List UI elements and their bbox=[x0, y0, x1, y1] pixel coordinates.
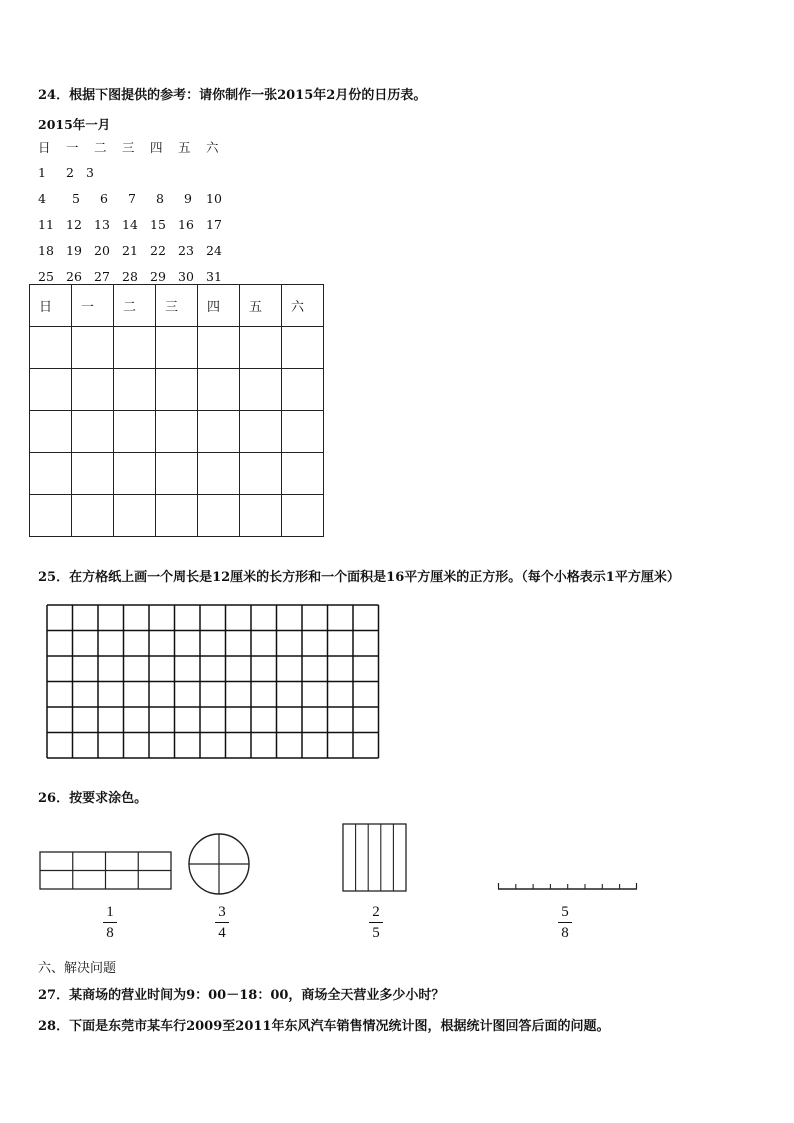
calendar-blank-row bbox=[30, 327, 324, 369]
fraction-denominator: 8 bbox=[561, 925, 569, 941]
calendar-day-cell[interactable] bbox=[30, 327, 72, 369]
q27-title: 27．某商场的营业时间为9：00－18：00，商场全天营业多少小时？ bbox=[38, 988, 445, 1003]
fraction-label bbox=[366, 904, 386, 941]
ref-date: 30 bbox=[178, 269, 194, 284]
ref-weekday: 四 bbox=[150, 140, 163, 155]
weekday-label: 二 bbox=[123, 300, 137, 315]
calendar-day-cell[interactable] bbox=[72, 495, 114, 537]
ref-date: 12 bbox=[66, 217, 82, 232]
ref-date: 9 bbox=[184, 191, 192, 206]
calendar-day-cell[interactable] bbox=[282, 411, 324, 453]
calendar-header-row bbox=[30, 285, 324, 327]
rectangle-fifths-figure bbox=[342, 823, 408, 893]
ref-date: 2 bbox=[66, 165, 74, 180]
ref-date: 8 bbox=[156, 191, 164, 206]
calendar-day-cell[interactable] bbox=[156, 453, 198, 495]
fraction-label bbox=[212, 904, 232, 941]
ref-weekday: 二 bbox=[94, 140, 107, 155]
ref-date: 21 bbox=[122, 243, 138, 258]
calendar-day-cell[interactable] bbox=[156, 495, 198, 537]
calendar-day-cell[interactable] bbox=[198, 369, 240, 411]
ref-weekday: 三 bbox=[122, 140, 135, 155]
calendar-day-cell[interactable] bbox=[240, 411, 282, 453]
calendar-day-cell[interactable] bbox=[72, 411, 114, 453]
square-grid-paper bbox=[46, 604, 384, 760]
fraction-numerator: 2 bbox=[372, 904, 380, 920]
q25-title: 25．在方格纸上画一个周长是12厘米的长方形和一个面积是16平方厘米的正方形。（每个小格表示1平方厘米） bbox=[38, 570, 680, 585]
fraction-numerator: 5 bbox=[561, 904, 569, 920]
calendar-day-cell[interactable] bbox=[282, 369, 324, 411]
ref-date: 28 bbox=[122, 269, 138, 284]
ref-weekday: 日 bbox=[38, 140, 51, 155]
ref-date: 16 bbox=[178, 217, 194, 232]
ref-date: 7 bbox=[128, 191, 136, 206]
ref-date: 20 bbox=[94, 243, 110, 258]
fraction-denominator: 4 bbox=[218, 925, 226, 941]
calendar-day-cell[interactable] bbox=[114, 369, 156, 411]
calendar-day-cell[interactable] bbox=[114, 495, 156, 537]
calendar-day-cell[interactable] bbox=[282, 495, 324, 537]
weekday-label: 一 bbox=[81, 300, 95, 315]
ref-date: 11 bbox=[38, 217, 54, 232]
fraction-bar bbox=[103, 922, 117, 923]
ref-date: 18 bbox=[38, 243, 54, 258]
fraction-label bbox=[100, 904, 120, 941]
ref-date: 23 bbox=[178, 243, 194, 258]
calendar-day-cell[interactable] bbox=[198, 453, 240, 495]
ref-date: 4 bbox=[38, 191, 46, 206]
calendar-day-cell[interactable] bbox=[114, 453, 156, 495]
calendar-header-cell bbox=[30, 285, 72, 327]
calendar-day-cell[interactable] bbox=[156, 369, 198, 411]
circle-quarters-figure bbox=[187, 832, 251, 896]
ref-weekday: 一 bbox=[66, 140, 79, 155]
fraction-denominator: 5 bbox=[372, 925, 380, 941]
ref-month-title: 2015年一月 bbox=[38, 117, 111, 132]
q26-title: 26．按要求涂色。 bbox=[38, 791, 148, 806]
fraction-bar bbox=[369, 922, 383, 923]
calendar-day-cell[interactable] bbox=[198, 327, 240, 369]
ref-weekday: 六 bbox=[206, 140, 219, 155]
calendar-day-cell[interactable] bbox=[30, 495, 72, 537]
calendar-day-cell[interactable] bbox=[30, 369, 72, 411]
calendar-header-cell bbox=[240, 285, 282, 327]
ref-date: 25 bbox=[38, 269, 54, 284]
ref-date: 10 bbox=[206, 191, 222, 206]
calendar-day-cell[interactable] bbox=[30, 453, 72, 495]
ref-date: 26 bbox=[66, 269, 82, 284]
reference-calendar bbox=[38, 138, 238, 288]
calendar-day-cell[interactable] bbox=[240, 327, 282, 369]
fraction-bar bbox=[215, 922, 229, 923]
calendar-body bbox=[30, 327, 324, 537]
fraction-numerator: 3 bbox=[218, 904, 226, 920]
weekday-label: 六 bbox=[291, 300, 305, 315]
ref-date: 27 bbox=[94, 269, 110, 284]
weekday-label: 五 bbox=[249, 300, 263, 315]
weekday-label: 四 bbox=[207, 300, 221, 315]
segment-line-figure bbox=[497, 879, 639, 891]
q28-title: 28．下面是东莞市某车行2009至2011年东风汽车销售情况统计图，根据统计图回答后面的问题。 bbox=[38, 1019, 610, 1034]
calendar-day-cell[interactable] bbox=[240, 369, 282, 411]
ref-date: 1 bbox=[38, 165, 46, 180]
ref-date: 17 bbox=[206, 217, 222, 232]
calendar-blank-row bbox=[30, 369, 324, 411]
calendar-day-cell[interactable] bbox=[240, 453, 282, 495]
section-6-title: 六、解决问题 bbox=[38, 961, 117, 976]
calendar-blank-row bbox=[30, 495, 324, 537]
calendar-day-cell[interactable] bbox=[72, 327, 114, 369]
ref-date: 14 bbox=[122, 217, 138, 232]
ref-date: 6 bbox=[100, 191, 108, 206]
rectangle-eighths-figure bbox=[39, 851, 173, 891]
calendar-header-cell bbox=[72, 285, 114, 327]
calendar-day-cell[interactable] bbox=[114, 327, 156, 369]
calendar-day-cell[interactable] bbox=[198, 495, 240, 537]
calendar-day-cell[interactable] bbox=[72, 369, 114, 411]
ref-date: 29 bbox=[150, 269, 166, 284]
ref-date: 15 bbox=[150, 217, 166, 232]
calendar-blank-row bbox=[30, 411, 324, 453]
ref-date: 19 bbox=[66, 243, 82, 258]
calendar-day-cell[interactable] bbox=[156, 411, 198, 453]
calendar-header-cell bbox=[198, 285, 240, 327]
ref-date: 22 bbox=[150, 243, 166, 258]
weekday-label: 三 bbox=[165, 300, 179, 315]
calendar-header-cell bbox=[282, 285, 324, 327]
calendar-header-cell bbox=[114, 285, 156, 327]
ref-weekday: 五 bbox=[178, 140, 191, 155]
fraction-label bbox=[555, 904, 575, 941]
fraction-bar bbox=[558, 922, 572, 923]
fraction-denominator: 8 bbox=[106, 925, 114, 941]
ref-date: 24 bbox=[206, 243, 222, 258]
calendar-day-cell[interactable] bbox=[198, 411, 240, 453]
calendar-day-cell[interactable] bbox=[156, 327, 198, 369]
q24-title: 24．根据下图提供的参考：请你制作一张2015年2月份的日历表。 bbox=[38, 88, 427, 103]
calendar-blank-row bbox=[30, 453, 324, 495]
fraction-numerator: 1 bbox=[106, 904, 114, 920]
calendar-day-cell[interactable] bbox=[114, 411, 156, 453]
ref-date: 5 bbox=[72, 191, 80, 206]
calendar-day-cell[interactable] bbox=[72, 453, 114, 495]
calendar-day-cell[interactable] bbox=[240, 495, 282, 537]
calendar-header-cell bbox=[156, 285, 198, 327]
calendar-day-cell[interactable] bbox=[282, 453, 324, 495]
february-calendar-table bbox=[29, 284, 324, 537]
ref-date: 13 bbox=[94, 217, 110, 232]
ref-date: 3 bbox=[86, 165, 94, 180]
ref-date: 31 bbox=[206, 269, 222, 284]
calendar-day-cell[interactable] bbox=[282, 327, 324, 369]
weekday-label: 日 bbox=[39, 300, 53, 315]
calendar-day-cell[interactable] bbox=[30, 411, 72, 453]
